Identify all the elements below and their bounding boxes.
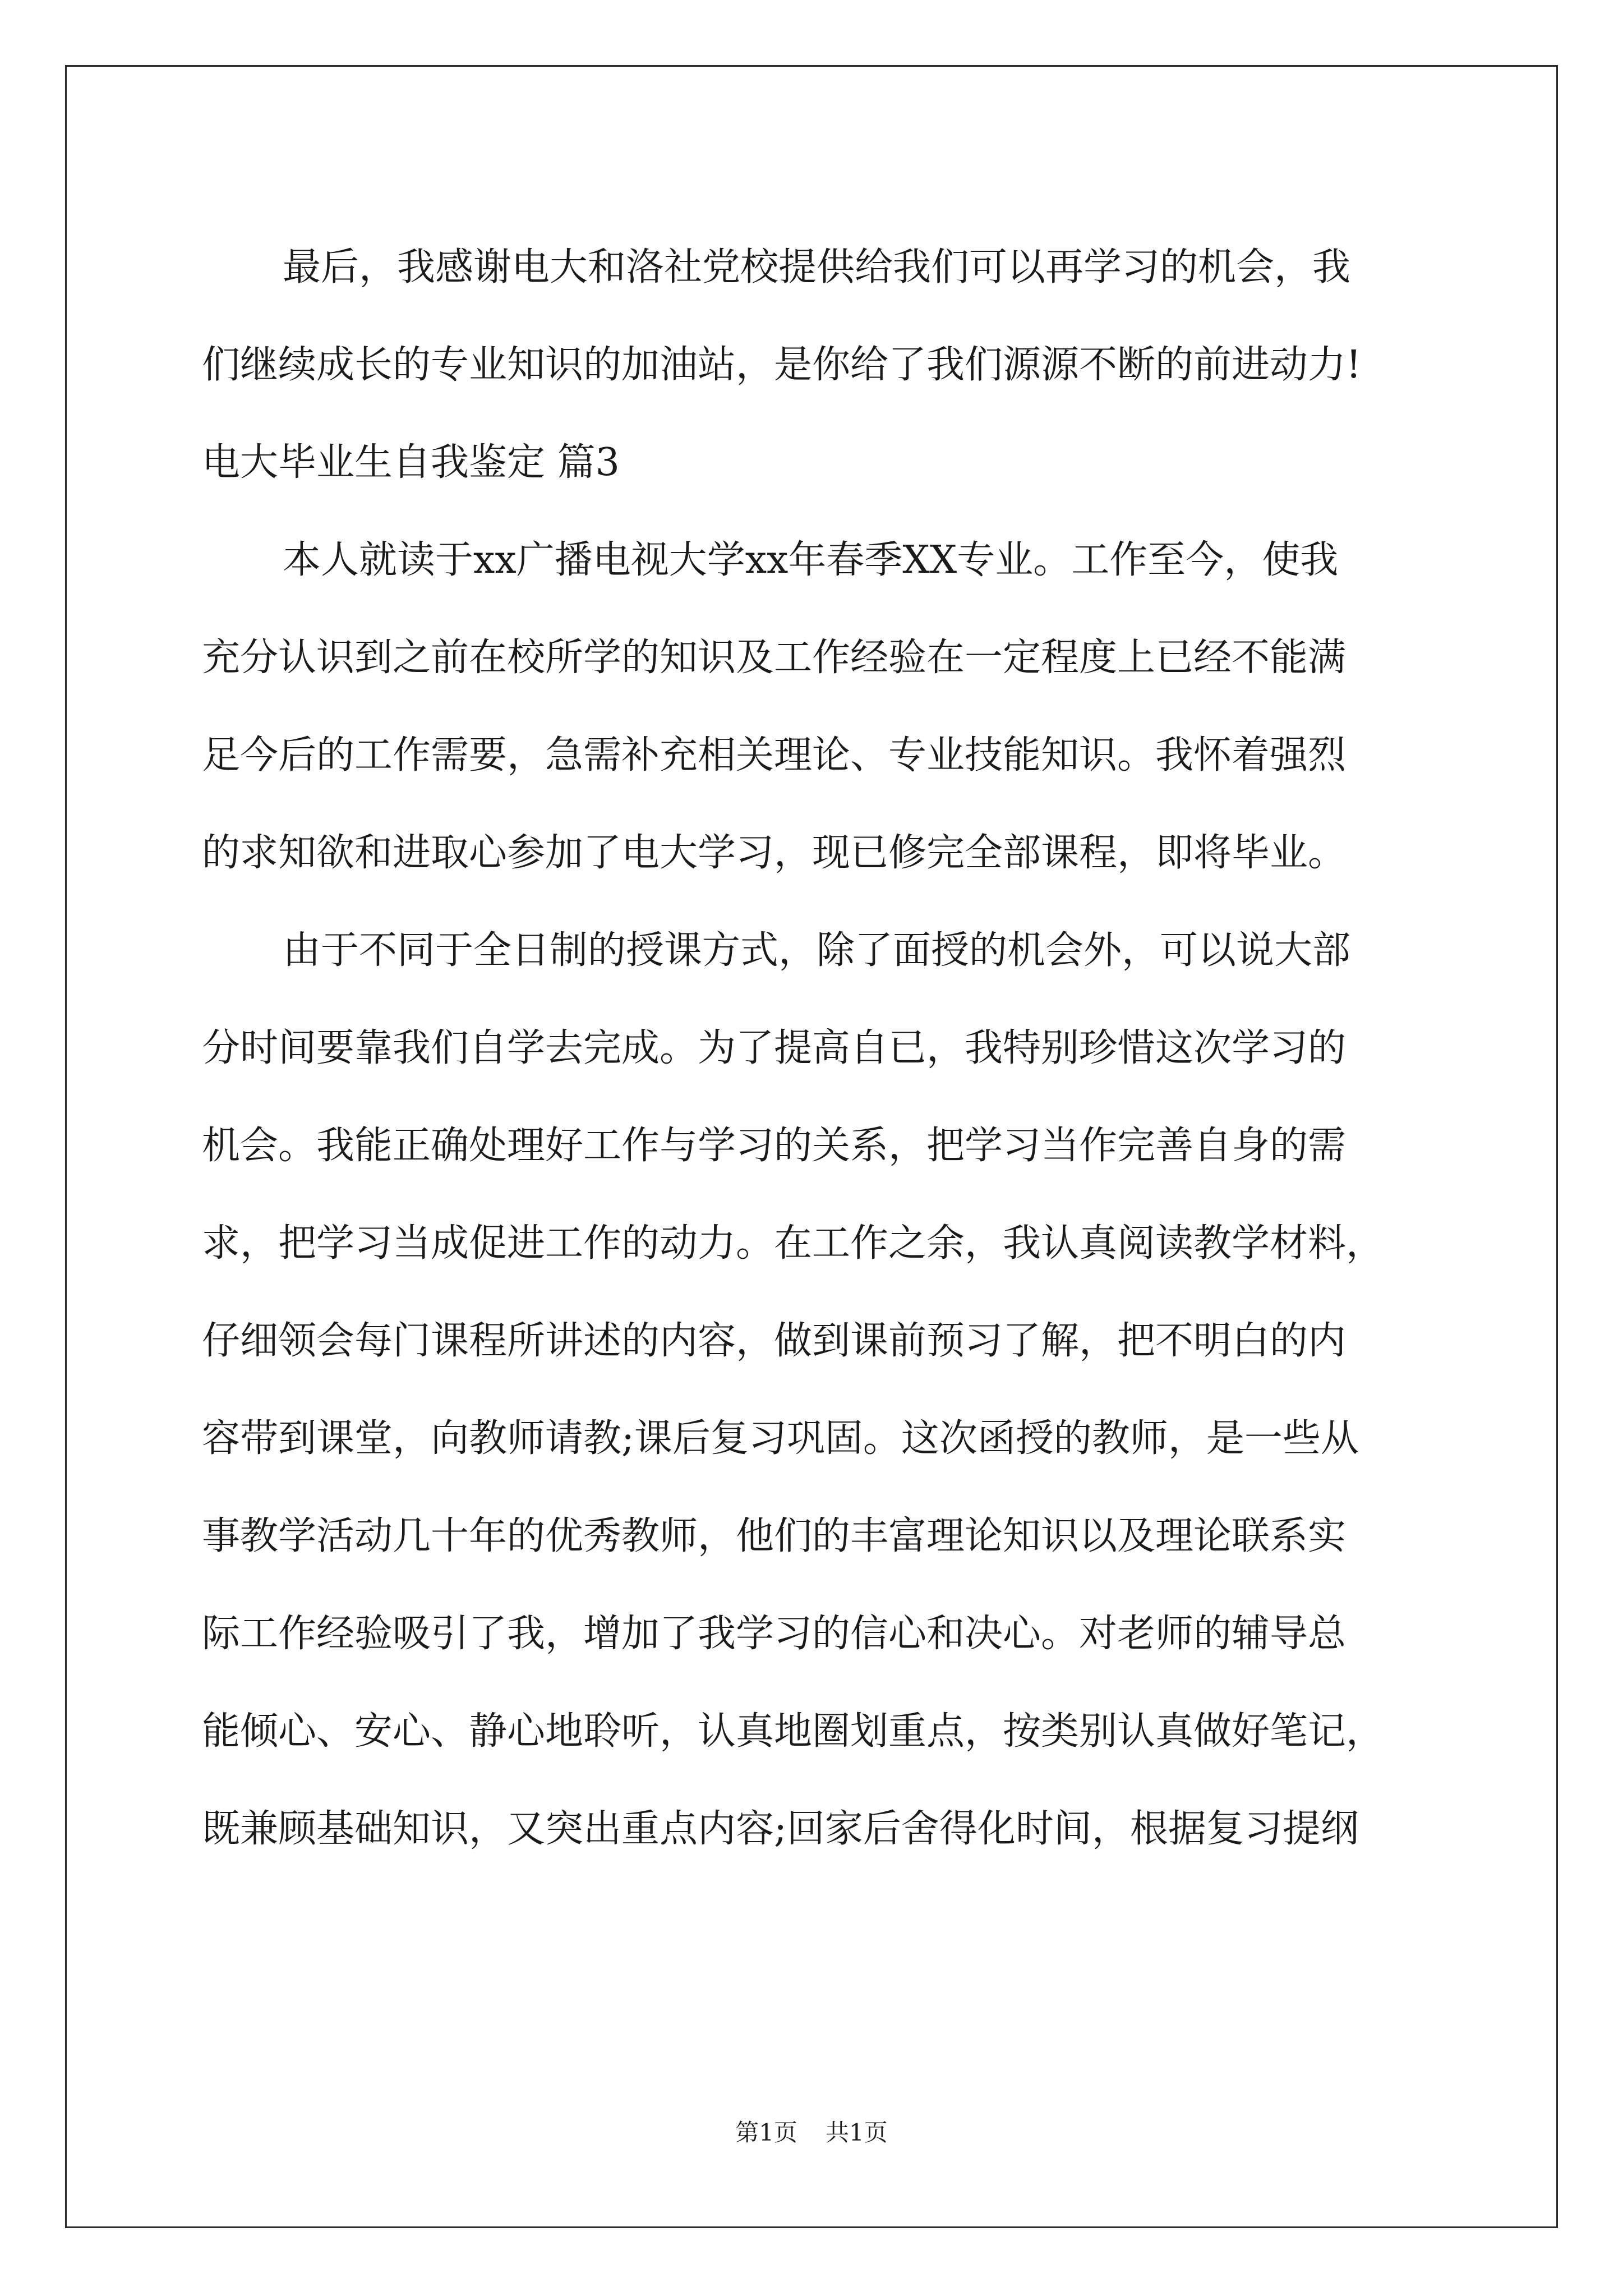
- paragraph-line: 能倾心、安心、静心地聆听，认真地圈划重点，按类别认真做好笔记，: [202, 1709, 1385, 1754]
- paragraph-line: 由于不同于全日制的授课方式，除了面授的机会外，可以说大部: [283, 928, 1351, 973]
- paragraph-line: 求，把学习当成促进工作的动力。在工作之余，我认真阅读教学材料，: [202, 1221, 1385, 1266]
- paragraph-line: 本人就读于xx广播电视大学xx年春季XX专业。工作至今，使我: [283, 538, 1339, 582]
- paragraph-line: 最后，我感谢电大和洛社党校提供给我们可以再学习的机会，我: [283, 245, 1351, 289]
- page-number-total: 共1页: [826, 2119, 888, 2146]
- page-footer: [0, 2116, 1623, 2150]
- paragraph-line: 分时间要靠我们自学去完成。为了提高自已，我特别珍惜这次学习的: [202, 1026, 1347, 1070]
- paragraph-line: 既兼顾基础知识，又突出重点内容;回家后舍得化时间，根据复习提纲: [202, 1807, 1359, 1851]
- paragraph-line: 机会。我能正确处理好工作与学习的关系，把学习当作完善自身的需: [202, 1124, 1347, 1168]
- paragraph-line: 际工作经验吸引了我，增加了我学习的信心和决心。对老师的辅导总: [202, 1612, 1347, 1656]
- section-heading: 电大毕业生自我鉴定 篇3: [202, 440, 620, 485]
- paragraph-line: 充分认识到之前在校所学的知识及工作经验在一定程度上已经不能满: [202, 636, 1347, 680]
- paragraph-line: 事教学活动几十年的优秀教师，他们的丰富理论知识以及理论联系实: [202, 1514, 1347, 1558]
- paragraph-line: 容带到课堂，向教师请教;课后复习巩固。这次函授的教师，是一些从: [202, 1416, 1359, 1461]
- paragraph-line: 的求知欲和进取心参加了电大学习，现已修完全部课程，即将毕业。: [202, 831, 1347, 875]
- paragraph-line: 们继续成长的专业知识的加油站，是你给了我们源源不断的前进动力!: [202, 343, 1362, 387]
- page-number-current: 第1页: [735, 2119, 797, 2146]
- paragraph-line: 仔细领会每门课程所讲述的内容，做到课前预习了解，把不明白的内: [202, 1319, 1347, 1363]
- document-body: [202, 219, 1419, 1878]
- paragraph-line: 足今后的工作需要，急需补充相关理论、专业技能知识。我怀着强烈: [202, 733, 1347, 777]
